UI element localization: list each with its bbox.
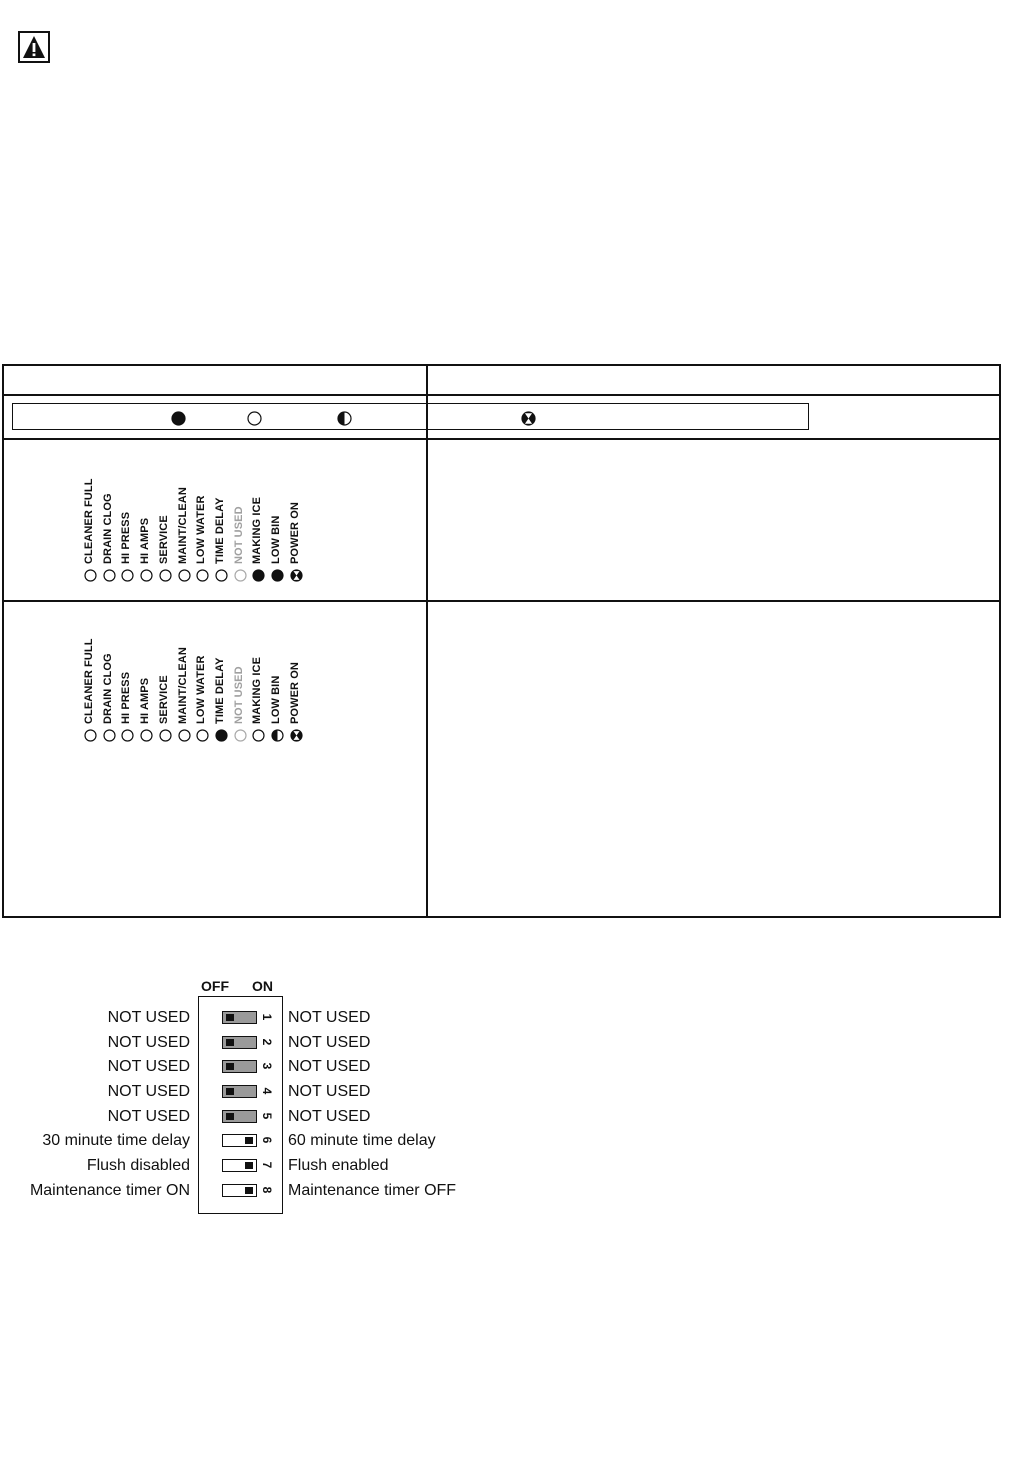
led-indicator xyxy=(288,622,306,742)
led-indicator xyxy=(101,622,119,742)
led-label: MAKING ICE xyxy=(251,497,264,564)
dip-off-description: Flush disabled xyxy=(86,1157,190,1174)
led-off-icon xyxy=(140,569,153,582)
led-label: HI AMPS xyxy=(139,677,152,724)
dip-switch-2[interactable] xyxy=(222,1036,257,1049)
dip-switch-1[interactable] xyxy=(222,1011,257,1024)
dip-off-description: NOT USED xyxy=(107,1083,190,1100)
led-indicator xyxy=(269,462,287,582)
led-indicator xyxy=(194,622,212,742)
warning-triangle-icon xyxy=(18,31,50,63)
led-unused-icon xyxy=(234,569,247,582)
dip-switch-knob xyxy=(245,1137,253,1144)
dip-on-description: NOT USED xyxy=(288,1058,371,1075)
led-flashing-icon xyxy=(338,412,351,425)
legend-row-divider xyxy=(4,438,999,440)
led-label: MAKING ICE xyxy=(251,657,264,724)
led-label: LOW BIN xyxy=(270,515,282,564)
led-on-icon xyxy=(215,729,228,742)
dip-switch-number: 8 xyxy=(260,1186,274,1194)
led-label: HI AMPS xyxy=(139,517,152,564)
dip-switch-knob xyxy=(226,1113,234,1120)
led-label: NOT USED xyxy=(232,666,245,724)
led-off-icon xyxy=(103,729,116,742)
led-off-icon xyxy=(196,569,209,582)
led-on-icon xyxy=(252,569,265,582)
led-indicator xyxy=(213,462,231,582)
dip-switch-number: 1 xyxy=(260,1013,274,1021)
dip-on-description: Flush enabled xyxy=(288,1157,389,1174)
led-indicator xyxy=(269,622,287,742)
dip-switch-5[interactable] xyxy=(222,1110,257,1123)
led-indicator xyxy=(213,622,231,742)
led-alternating-icon xyxy=(290,569,303,582)
led-unused-icon xyxy=(234,729,247,742)
dip-switch-block xyxy=(198,996,283,1214)
led-label: DRAIN CLOG xyxy=(101,493,114,564)
led-indicator xyxy=(82,462,100,582)
led-indicator xyxy=(119,622,137,742)
led-off-icon xyxy=(248,412,261,425)
dip-switch-4[interactable] xyxy=(222,1085,257,1098)
led-off-icon xyxy=(84,729,97,742)
led-legend xyxy=(12,403,809,430)
led-off-icon xyxy=(178,729,191,742)
led-label: MAINT/CLEAN xyxy=(176,647,189,724)
led-indicator xyxy=(138,622,156,742)
led-alternating-icon xyxy=(522,412,535,425)
dip-on-description: 60 minute time delay xyxy=(288,1132,436,1149)
dip-off-description: Maintenance timer ON xyxy=(29,1182,190,1199)
column-divider xyxy=(426,366,428,916)
dip-switch-number: 3 xyxy=(260,1062,274,1070)
led-off-icon xyxy=(121,569,134,582)
led-indicator xyxy=(176,462,194,582)
led-label: TIME DELAY xyxy=(213,657,226,724)
dip-switch-number: 4 xyxy=(260,1087,274,1095)
led-label: LOW WATER xyxy=(195,495,208,564)
led-on-icon xyxy=(271,569,284,582)
led-label: LOW BIN xyxy=(270,675,282,724)
led-indicator xyxy=(250,622,268,742)
led-on-icon xyxy=(172,412,185,425)
dip-switch-3[interactable] xyxy=(222,1060,257,1073)
led-indicator xyxy=(250,462,268,582)
dip-switch-number: 7 xyxy=(260,1161,274,1169)
led-off-icon xyxy=(140,729,153,742)
dip-switch-number: 2 xyxy=(260,1038,274,1046)
led-off-icon xyxy=(121,729,134,742)
dip-switch-knob xyxy=(226,1063,234,1070)
dip-switch-knob xyxy=(226,1014,234,1021)
led-indicator xyxy=(101,462,119,582)
dip-switch-knob xyxy=(245,1162,253,1169)
dip-off-description: NOT USED xyxy=(107,1034,190,1051)
dip-switch-7[interactable] xyxy=(222,1159,257,1172)
led-label: SERVICE xyxy=(157,675,170,724)
led-indicator xyxy=(232,622,250,742)
led-indicator xyxy=(232,462,250,582)
led-label: POWER ON xyxy=(288,662,301,724)
dip-on-label: ON xyxy=(252,978,273,994)
led-off-icon xyxy=(215,569,228,582)
led-label: TIME DELAY xyxy=(213,497,226,564)
led-label: CLEANER FULL xyxy=(83,478,95,564)
dip-on-description: NOT USED xyxy=(288,1108,371,1125)
dip-on-description: NOT USED xyxy=(288,1083,371,1100)
dip-switch-knob xyxy=(226,1039,234,1046)
dip-on-description: NOT USED xyxy=(288,1009,371,1026)
dip-switch-6[interactable] xyxy=(222,1134,257,1147)
dip-off-label: OFF xyxy=(201,978,229,994)
led-off-icon xyxy=(178,569,191,582)
dip-switch-8[interactable] xyxy=(222,1184,257,1197)
led-indicator xyxy=(138,462,156,582)
dip-off-description: NOT USED xyxy=(107,1058,190,1075)
led-indicator xyxy=(157,462,175,582)
led-off-icon xyxy=(103,569,116,582)
led-label: CLEANER FULL xyxy=(83,638,95,724)
led-off-icon xyxy=(84,569,97,582)
dip-off-description: NOT USED xyxy=(107,1009,190,1026)
led-label: HI PRESS xyxy=(120,671,133,724)
led-label: MAINT/CLEAN xyxy=(176,487,189,564)
dip-on-description: NOT USED xyxy=(288,1034,371,1051)
led-panel-time-delay xyxy=(82,622,312,742)
dip-on-description: Maintenance timer OFF xyxy=(288,1182,457,1199)
led-off-icon xyxy=(196,729,209,742)
row-divider xyxy=(4,600,999,602)
dip-off-description: 30 minute time delay xyxy=(42,1132,190,1149)
led-off-icon xyxy=(252,729,265,742)
header-row-divider xyxy=(4,394,999,396)
led-label: NOT USED xyxy=(232,506,245,564)
led-indicator xyxy=(82,622,100,742)
led-indicator xyxy=(176,622,194,742)
led-label: LOW WATER xyxy=(195,655,208,724)
led-label: HI PRESS xyxy=(120,511,133,564)
led-label: DRAIN CLOG xyxy=(101,653,114,724)
led-label: SERVICE xyxy=(157,515,170,564)
led-indicator xyxy=(157,622,175,742)
led-off-icon xyxy=(159,569,172,582)
led-indicator xyxy=(194,462,212,582)
dip-switch-number: 6 xyxy=(260,1136,274,1144)
dip-switch-knob xyxy=(226,1088,234,1095)
dip-off-description: NOT USED xyxy=(107,1108,190,1125)
dip-switch-number: 5 xyxy=(260,1112,274,1120)
led-alternating-icon xyxy=(290,729,303,742)
led-label: POWER ON xyxy=(288,502,301,564)
led-flashing-icon xyxy=(271,729,284,742)
led-indicator xyxy=(288,462,306,582)
dip-switch-knob xyxy=(245,1187,253,1194)
led-off-icon xyxy=(159,729,172,742)
led-indicator xyxy=(119,462,137,582)
led-panel-normal xyxy=(82,462,312,582)
